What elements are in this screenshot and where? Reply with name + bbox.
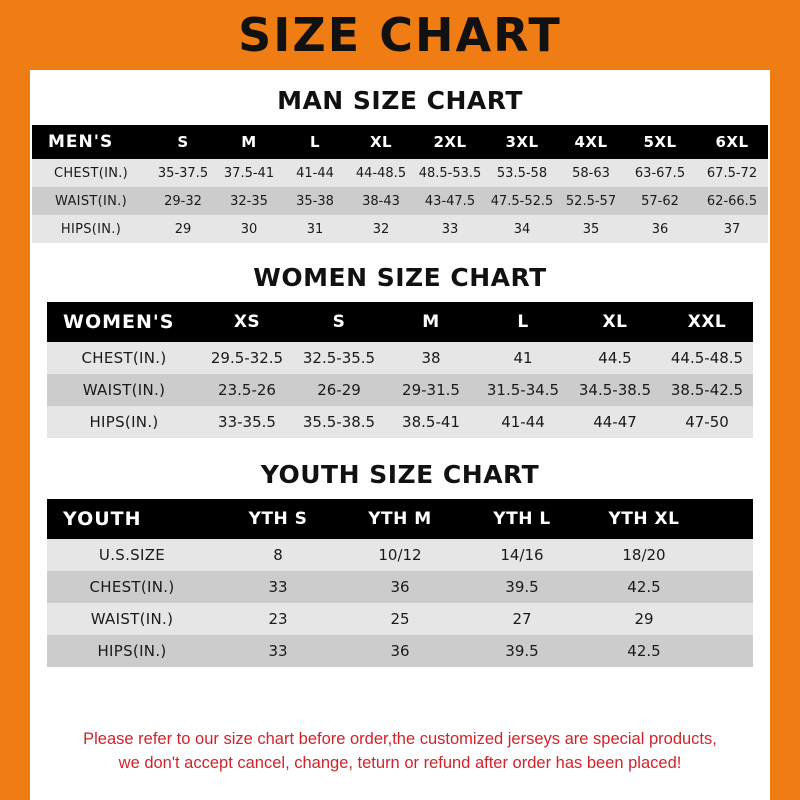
man-cell: 31 (306, 221, 324, 237)
chart-content (30, 70, 770, 730)
man-cell: 53.5-58 (496, 165, 548, 181)
women-header-cell: XS (233, 312, 261, 332)
youth-cell: 42.5 (627, 578, 661, 596)
youth-row-label: HIPS(IN.) (97, 642, 167, 660)
women-header-cell: XXL (687, 312, 727, 332)
man-cell: 29 (174, 221, 192, 237)
youth-row-label: WAIST(IN.) (90, 610, 174, 628)
man-section-title: MAN SIZE CHART (277, 86, 523, 115)
women-header-cell: S (332, 312, 346, 332)
women-cell: 38 (421, 349, 441, 367)
youth-cell: 36 (390, 642, 410, 660)
right-orange-bar (770, 0, 800, 800)
table-row (32, 187, 768, 215)
table-row (47, 635, 753, 667)
man-cell: 32-35 (230, 193, 268, 209)
women-row-label: CHEST(IN.) (81, 349, 167, 367)
women-header-cell: M (422, 312, 440, 332)
youth-section-title: YOUTH SIZE CHART (260, 460, 540, 489)
youth-row-label: U.S.SIZE (98, 546, 166, 564)
youth-cell-spacer (705, 571, 753, 603)
women-cell: 32.5-35.5 (302, 349, 376, 367)
man-cell: 57-62 (641, 193, 679, 209)
table-row (32, 159, 768, 187)
women-cell: 44-47 (593, 413, 637, 431)
man-cell: 30 (240, 221, 258, 237)
youth-cell: 8 (273, 546, 283, 564)
youth-cell: 33 (268, 578, 288, 596)
table-row (47, 539, 753, 571)
man-cell: 44-48.5 (355, 165, 407, 181)
man-header-cell: 2XL (433, 133, 467, 151)
youth-header-spacer (705, 499, 753, 539)
man-cell: 35-38 (296, 193, 334, 209)
man-cell: 35 (582, 221, 600, 237)
youth-cell-spacer (705, 539, 753, 571)
man-header-cell: 4XL (574, 133, 608, 151)
women-cell: 47-50 (685, 413, 729, 431)
table-row (47, 406, 753, 438)
man-row-label: CHEST(IN.) (53, 165, 129, 181)
table-row (47, 571, 753, 603)
women-cell: 29-31.5 (402, 381, 460, 399)
women-cell: 44.5-48.5 (670, 349, 744, 367)
youth-cell: 27 (512, 610, 532, 628)
youth-cell: 18/20 (622, 546, 666, 564)
man-cell: 37 (723, 221, 741, 237)
man-header-cell: M (241, 133, 257, 151)
man-header-cell: 6XL (715, 133, 749, 151)
man-cell: 67.5-72 (706, 165, 758, 181)
man-cell: 29-32 (164, 193, 202, 209)
table-row (32, 215, 768, 243)
women-cell: 26-29 (317, 381, 361, 399)
man-cell: 47.5-52.5 (490, 193, 554, 209)
man-header-cell: L (309, 133, 321, 151)
youth-header-cell: YTH M (368, 509, 432, 529)
man-cell: 58-63 (572, 165, 610, 181)
man-row-label: HIPS(IN.) (60, 221, 122, 237)
youth-cell: 10/12 (378, 546, 422, 564)
table-row (47, 342, 753, 374)
man-cell: 32 (372, 221, 390, 237)
youth-cell: 23 (268, 610, 288, 628)
women-cell: 29.5-32.5 (210, 349, 284, 367)
section-youth-size-chart (30, 460, 770, 667)
man-cell: 43-47.5 (424, 193, 476, 209)
youth-cell: 29 (634, 610, 654, 628)
youth-cell-spacer (705, 603, 753, 635)
man-row-label: WAIST(IN.) (55, 193, 127, 209)
women-cell: 41-44 (501, 413, 545, 431)
youth-header-cell: YOUTH (63, 508, 142, 530)
youth-cell: 42.5 (627, 642, 661, 660)
page-title: SIZE CHART (238, 8, 562, 62)
youth-cell: 36 (390, 578, 410, 596)
footer-disclaimer (30, 728, 770, 776)
women-cell: 34.5-38.5 (578, 381, 652, 399)
women-cell: 38.5-42.5 (670, 381, 744, 399)
youth-size-table (47, 499, 753, 667)
youth-header-cell: YTH XL (608, 509, 680, 529)
women-table-header-row (47, 302, 753, 342)
man-header-cell: 5XL (643, 133, 677, 151)
man-cell: 35-37.5 (157, 165, 209, 181)
table-row (47, 603, 753, 635)
youth-cell-spacer (705, 635, 753, 667)
women-cell: 35.5-38.5 (302, 413, 376, 431)
man-header-cell: 3XL (505, 133, 539, 151)
women-row-label: WAIST(IN.) (82, 381, 166, 399)
man-size-table (32, 125, 768, 243)
man-table-header-row (32, 125, 768, 159)
women-header-cell: WOMEN'S (63, 311, 175, 333)
man-cell: 36 (651, 221, 669, 237)
women-cell: 23.5-26 (218, 381, 276, 399)
youth-header-cell: YTH L (493, 509, 551, 529)
footer-line-2: we don't accept cancel, change, teturn or refund after order has been placed! (118, 753, 682, 772)
man-cell: 48.5-53.5 (418, 165, 482, 181)
women-size-table (47, 302, 753, 438)
women-header-cell: L (517, 312, 529, 332)
women-header-cell: XL (602, 312, 628, 332)
man-cell: 34 (513, 221, 531, 237)
section-man-size-chart (30, 86, 770, 243)
section-women-size-chart (30, 263, 770, 438)
table-row (47, 374, 753, 406)
man-header-cell: XL (369, 133, 393, 151)
youth-cell: 39.5 (505, 578, 539, 596)
man-cell: 37.5-41 (223, 165, 275, 181)
footer-line-1: Please refer to our size chart before order,the customized jerseys are special products, (83, 730, 717, 748)
youth-header-cell: YTH S (248, 509, 308, 529)
man-header-cell: MEN'S (48, 132, 114, 152)
youth-cell: 25 (390, 610, 410, 628)
left-orange-bar (0, 0, 30, 800)
youth-cell: 33 (268, 642, 288, 660)
man-cell: 33 (441, 221, 459, 237)
women-section-title: WOMEN SIZE CHART (253, 263, 547, 292)
women-cell: 41 (513, 349, 533, 367)
youth-table-header-row (47, 499, 753, 539)
man-cell: 41-44 (296, 165, 334, 181)
man-cell: 52.5-57 (565, 193, 617, 209)
man-cell: 62-66.5 (706, 193, 758, 209)
youth-cell: 39.5 (505, 642, 539, 660)
women-cell: 38.5-41 (402, 413, 460, 431)
women-row-label: HIPS(IN.) (89, 413, 159, 431)
man-cell: 63-67.5 (634, 165, 686, 181)
women-cell: 44.5 (598, 349, 632, 367)
header-band (0, 0, 800, 70)
youth-cell: 14/16 (500, 546, 544, 564)
women-cell: 33-35.5 (218, 413, 276, 431)
man-cell: 38-43 (362, 193, 400, 209)
women-cell: 31.5-34.5 (486, 381, 560, 399)
youth-row-label: CHEST(IN.) (89, 578, 175, 596)
man-header-cell: S (177, 133, 189, 151)
